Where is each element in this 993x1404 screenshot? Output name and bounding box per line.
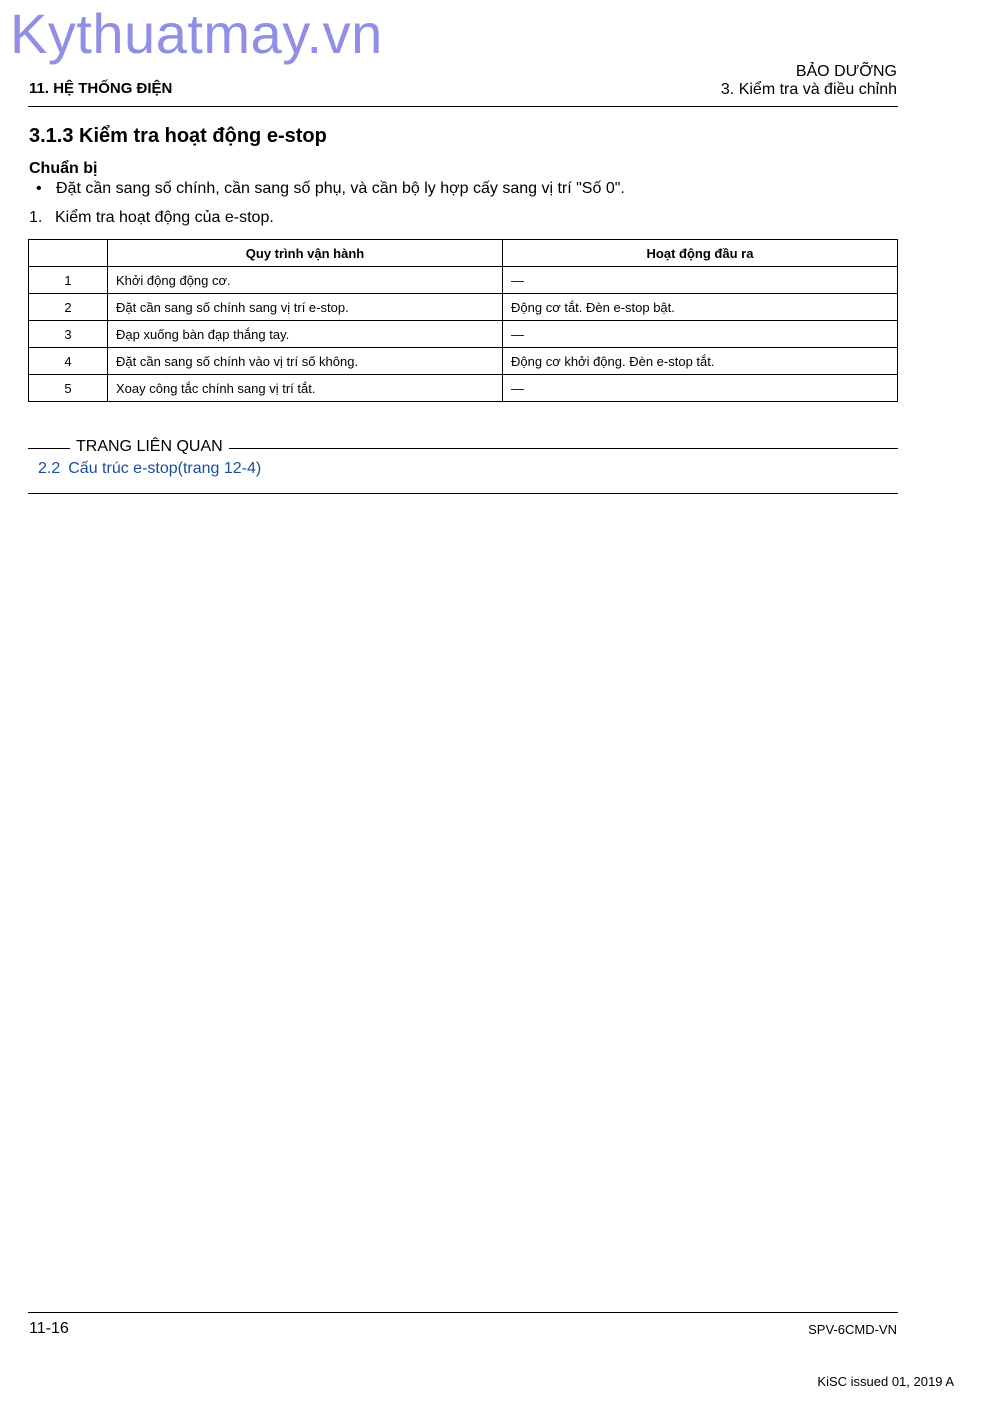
related-link-number: 2.2	[38, 460, 61, 477]
issue-info: KiSC issued 01, 2019 A	[817, 1374, 954, 1389]
row-number: 1	[29, 267, 108, 294]
row-number: 5	[29, 375, 108, 402]
table-row	[29, 321, 898, 348]
header-divider	[28, 106, 898, 107]
chapter-title: 11. HỆ THỐNG ĐIỆN	[29, 80, 173, 97]
procedure-table	[28, 239, 898, 402]
table-row	[29, 267, 898, 294]
row-operation: Xoay công tắc chính sang vị trí tắt.	[108, 375, 503, 402]
table-row	[29, 348, 898, 375]
row-operation: Đạp xuống bàn đạp thắng tay.	[108, 321, 503, 348]
table-header-output: Hoạt động đầu ra	[503, 240, 898, 267]
row-operation: Đặt cần sang số chính sang vị trí e-stop.	[108, 294, 503, 321]
footer-divider	[28, 1312, 898, 1313]
related-pages-title: TRANG LIÊN QUAN	[70, 438, 229, 456]
section-title: BẢO DƯỠNG	[795, 63, 897, 80]
step-number: 1.	[29, 209, 43, 226]
row-number: 2	[29, 294, 108, 321]
related-link-text: Cấu trúc e-stop(trang 12-4)	[68, 460, 262, 477]
row-operation: Khởi động động cơ.	[108, 267, 503, 294]
header-right	[721, 63, 897, 99]
prep-bullet	[36, 180, 625, 198]
step-item	[29, 209, 274, 227]
page-title: 3.1.3 Kiểm tra hoạt động e-stop	[29, 125, 327, 147]
table-row	[29, 294, 898, 321]
row-output: Động cơ tắt. Đèn e-stop bật.	[503, 294, 898, 321]
row-output: Động cơ khởi động. Đèn e-stop tắt.	[503, 348, 898, 375]
table-header-number	[29, 240, 108, 267]
document-code: SPV-6CMD-VN	[808, 1322, 897, 1337]
row-output: —	[503, 375, 898, 402]
prep-bullet-text: Đặt cần sang số chính, cần sang số phụ, và cần bộ ly hợp cấy sang vị trí "Số 0".	[56, 180, 625, 197]
page-number: 11-16	[29, 1320, 69, 1337]
watermark-logo: Kythuatmay.vn	[10, 2, 383, 65]
row-number: 3	[29, 321, 108, 348]
row-number: 4	[29, 348, 108, 375]
subsection-title: 3. Kiểm tra và điều chỉnh	[720, 81, 897, 98]
bullet-symbol: •	[36, 180, 42, 197]
row-output: —	[503, 321, 898, 348]
table-header-operation: Quy trình vận hành	[108, 240, 503, 267]
prep-heading: Chuẩn bị	[29, 160, 98, 177]
step-text: Kiểm tra hoạt động của e-stop.	[55, 209, 274, 226]
related-page-link[interactable]	[38, 460, 261, 478]
table-header-row	[29, 240, 898, 267]
row-output: —	[503, 267, 898, 294]
related-bottom-divider	[28, 493, 898, 494]
table-row	[29, 375, 898, 402]
row-operation: Đặt cần sang số chính vào vị trí số không.	[108, 348, 503, 375]
